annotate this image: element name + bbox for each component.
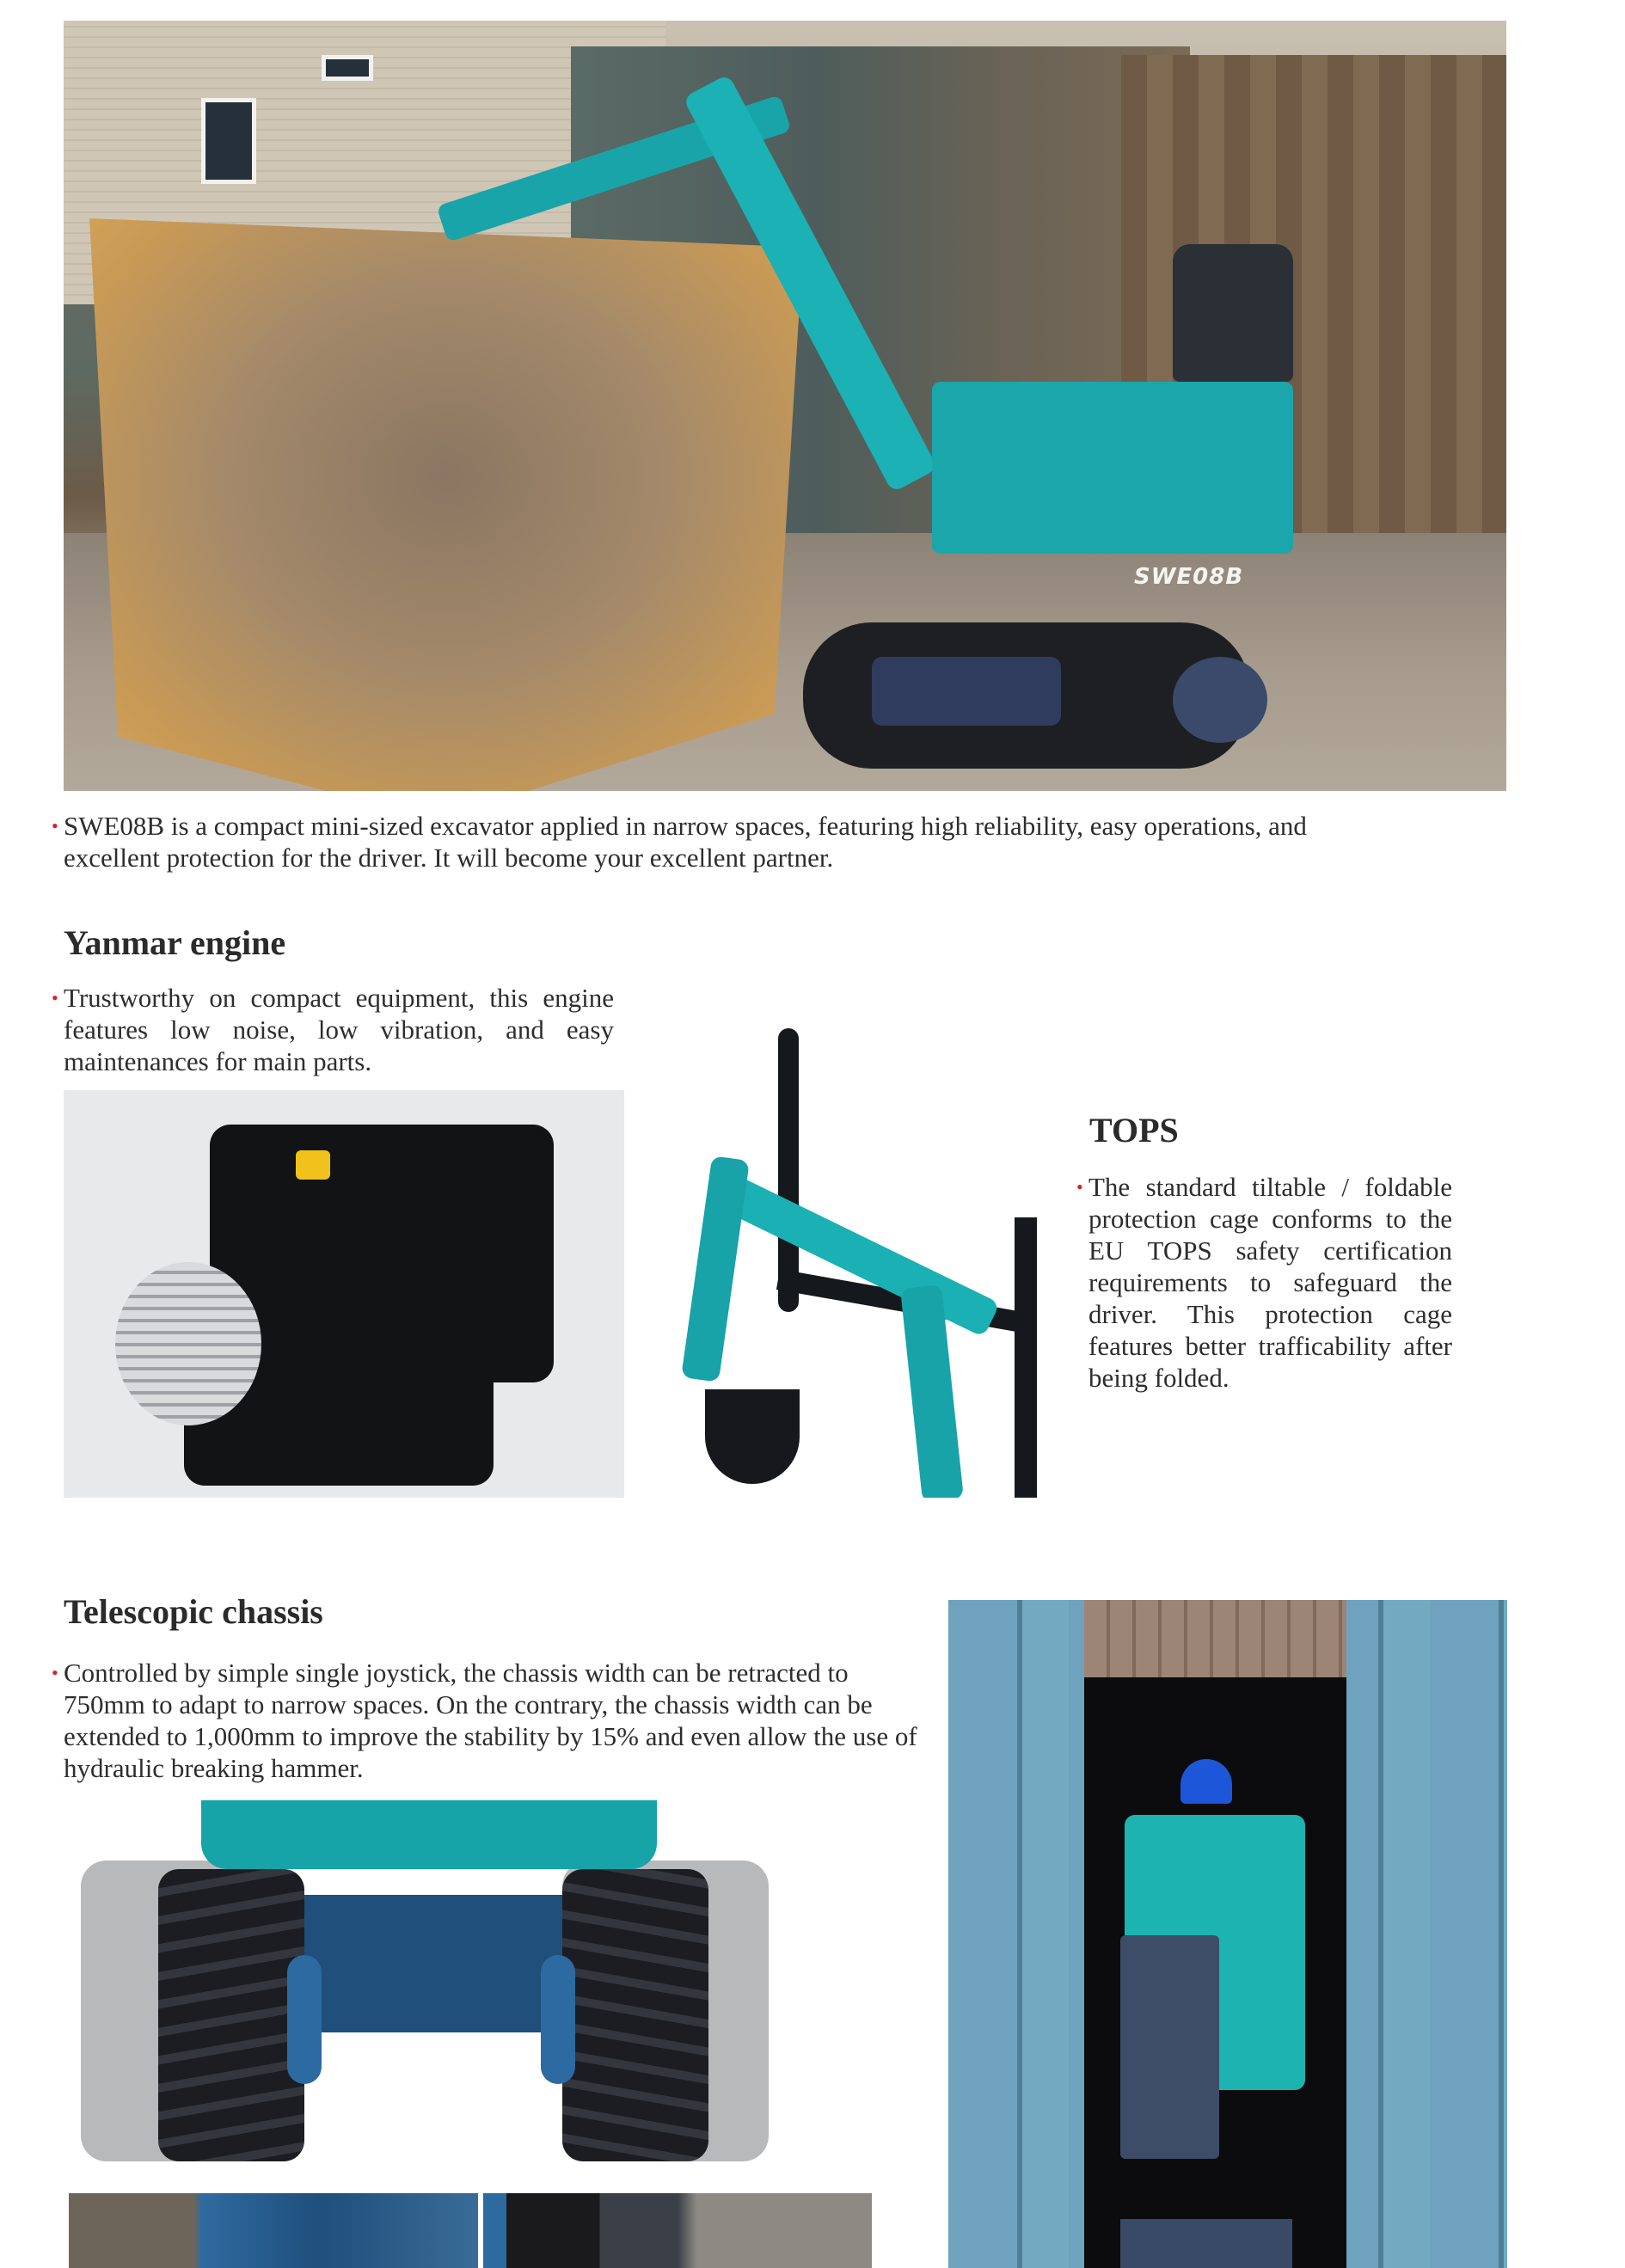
cage-post [1015, 1217, 1037, 1498]
stick [681, 1155, 750, 1382]
tops-photo [679, 1028, 1088, 1498]
excavator-body [932, 382, 1293, 554]
intro-paragraph [52, 810, 1405, 873]
oil-cap [296, 1150, 330, 1180]
tops-heading: TOPS [1089, 1111, 1179, 1149]
tops-paragraph [1076, 1171, 1452, 1394]
digging-bucket [705, 1389, 800, 1484]
engine-heading: Yanmar engine [64, 923, 286, 962]
bullet-icon: • [52, 1662, 58, 1683]
intro-text: SWE08B is a compact mini-sized excavator applied in narrow spaces, featuring high reliability, easy operations, and excellent protection for the driver. It will become your excellent partner. [64, 811, 1307, 873]
track-frame [872, 657, 1061, 726]
chassis-photo [64, 1800, 803, 2170]
bullet-icon: • [1076, 1176, 1083, 1198]
chassis-text: Controlled by simple single joystick, the chassis width can be retracted to 750mm to adapt to narrow spaces. On the contrary, the chassis width can be extended to 1,000mm to improve the stability by 15% and even allow the use of hydraulic breaking hammer. [64, 1658, 917, 1783]
idler-right [541, 1955, 575, 2084]
track-left [158, 1869, 304, 2161]
undercarriage-frame [304, 1895, 562, 2032]
travel-motor [1173, 657, 1267, 743]
chassis-heading: Telescopic chassis [64, 1592, 323, 1631]
boom [705, 1168, 1000, 1337]
bullet-icon: • [52, 815, 58, 837]
engine-text: Trustworthy on compact equipment, this engine features low noise, low vibration, and easy maintenances for main parts. [64, 983, 614, 1076]
track-right [562, 1869, 708, 2161]
operator-seat [1173, 244, 1293, 382]
doorway-photo [948, 1600, 1507, 2268]
thumbnail-cylinder [64, 2193, 485, 2268]
building-window [322, 55, 373, 81]
operator-helmet [1180, 1759, 1232, 1804]
dozer-blade [1120, 2219, 1292, 2268]
alternator [115, 1262, 261, 1425]
tops-text: The standard tiltable / foldable protection cage conforms to the EU TOPS safety certification requirements to safeguard the driver. This protection cage features better trafficability after being folded. [1088, 1172, 1452, 1393]
large-bucket [89, 218, 803, 791]
engine-photo [64, 1090, 624, 1498]
hero-photo [64, 21, 1506, 791]
door-lintel [1084, 1600, 1346, 1677]
idler-left [287, 1955, 322, 2084]
model-label: SWE08B [1134, 564, 1244, 590]
bullet-icon: • [52, 987, 58, 1008]
engine-paragraph [52, 982, 614, 1077]
thumbnail-track-frame [478, 2193, 872, 2268]
building-window [201, 98, 256, 184]
bucket-front [1120, 1935, 1219, 2159]
chassis-paragraph [52, 1657, 923, 1784]
upper-structure [201, 1800, 657, 1869]
